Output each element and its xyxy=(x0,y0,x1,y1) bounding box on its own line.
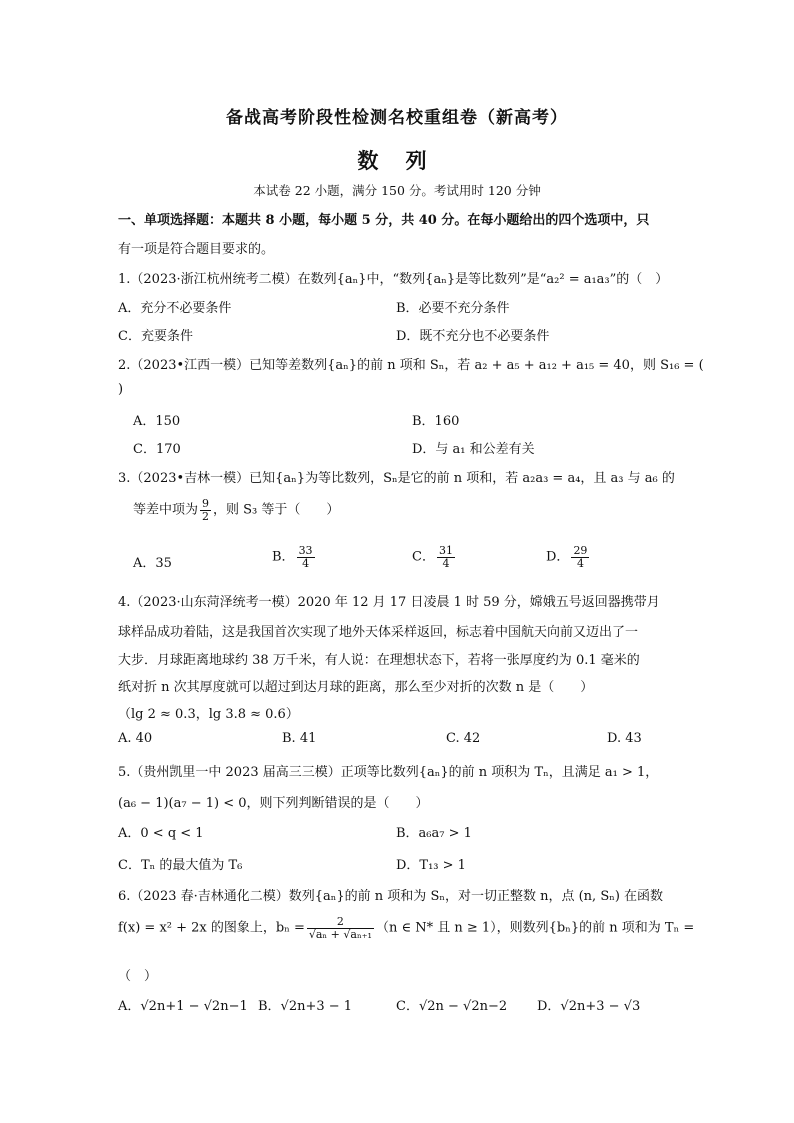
q5-option-d: D．T₁₃ > 1 xyxy=(396,858,466,873)
q6-option-a: A．√2n+1 − √2n−1 xyxy=(118,999,248,1014)
q3-option-d-fraction xyxy=(571,545,589,569)
q4-line4: 纸对折 n 次其厚度就可以超过到达月球的距离，那么至少对折的次数 n 是（ ） xyxy=(118,680,594,695)
q1-stem: 1.（2023·浙江杭州统考二模）在数列{aₙ}中，“数列{aₙ}是等比数列”是“a₂² = a₁a₃”的（ ） xyxy=(118,272,669,287)
q6-option-d: D．√2n+3 − √3 xyxy=(537,999,641,1014)
q3-option-c-fraction xyxy=(437,545,455,569)
q4-option-c: C. 42 xyxy=(446,731,481,746)
q3-option-b-den: 4 xyxy=(297,557,315,570)
q4-line2: 球样品成功着陆，这是我国首次实现了地外天体采样返回，标志着中国航天向前又迈出了一 xyxy=(118,625,639,640)
q3-option-c xyxy=(412,545,457,569)
q6-fraction-num: 2 xyxy=(336,915,344,928)
q3-option-b-fraction xyxy=(297,545,315,569)
q3-fraction-num: 9 xyxy=(202,497,210,510)
q2-option-a: A．150 xyxy=(133,414,181,429)
q2-option-d: D．与 a₁ 和公差有关 xyxy=(412,442,535,457)
section-heading-line1: 一、单项选择题：本题共 8 小题，每小题 5 分，共 40 分。在每小题给出的四个选项中，只 xyxy=(118,213,650,228)
q3-option-c-label: C． xyxy=(412,549,435,565)
q5-option-c: C．Tₙ 的最大值为 T₆ xyxy=(118,858,243,873)
q5-line2: (a₆ − 1)(a₇ − 1) < 0，则下列判断错误的是（ ） xyxy=(118,796,429,811)
q3-stem-pre: 等差中项为 xyxy=(133,502,199,518)
q6-line2-post: （n ∈ N* 且 n ≥ 1），则数列{bₙ}的前 n 项和为 Tₙ = xyxy=(375,920,695,936)
q4-line1: 4.（2023·山东菏泽统考一模）2020 年 12 月 17 日凌晨 1 时 59 分，嫦娥五号返回器携带月 xyxy=(118,595,660,610)
q2-stem-line1: 2.（2023•江西一模）已知等差数列{aₙ}的前 n 项和 Sₙ，若 a₂ + a₅ + a₁₂ + a₁₅ = 40，则 S₁₆ = ( xyxy=(118,358,704,373)
q4-line5: （lg 2 ≈ 0.3，lg 3.8 ≈ 0.6） xyxy=(118,707,299,722)
q3-option-b-label: B． xyxy=(272,549,295,565)
q3-option-d-num: 29 xyxy=(573,544,588,557)
q3-option-d-label: D． xyxy=(546,549,570,565)
q6-option-b: B．√2n+3 − 1 xyxy=(258,999,353,1014)
q5-option-b: B．a₆a₇ > 1 xyxy=(396,826,472,841)
q2-option-b: B．160 xyxy=(412,414,460,429)
q4-line3: 大步．月球距离地球约 38 万千米，有人说：在理想状态下，若将一张厚度约为 0.1 毫米的 xyxy=(118,653,640,668)
q3-option-a: A．35 xyxy=(133,556,172,571)
exam-title: 备战高考阶段性检测名校重组卷（新高考） xyxy=(226,108,568,128)
q6-line2-pre: f(x) = x² + 2x 的图象上，bₙ = xyxy=(118,920,305,936)
exam-info: 本试卷 22 小题，满分 150 分。考试用时 120 分钟 xyxy=(253,183,541,198)
q3-option-b-num: 33 xyxy=(298,544,313,557)
q6-option-c: C．√2n − √2n−2 xyxy=(396,999,508,1014)
subject-title: 数 列 xyxy=(357,148,437,173)
q6-fraction-den: √aₙ + √aₙ₊₁ xyxy=(308,927,372,941)
section-heading-line2: 有一项是符合题目要求的。 xyxy=(118,242,275,257)
q3-stem-line1: 3.（2023•吉林一模）已知{aₙ}为等比数列，Sₙ是它的前 n 项和，若 a₂a₃ = a₄，且 a₃ 与 a₆ 的 xyxy=(118,471,675,486)
q4-option-b: B. 41 xyxy=(282,731,317,746)
q2-stem-line2: ) xyxy=(118,382,124,397)
q3-stem-line2 xyxy=(133,498,339,522)
q3-option-c-den: 4 xyxy=(437,557,455,570)
q6-line3: （ ） xyxy=(118,969,158,984)
q5-line1: 5.（贵州凯里一中 2023 届高三三模）正项等比数列{aₙ}的前 n 项积为 Tₙ，且满足 a₁ > 1， xyxy=(118,765,659,780)
q3-option-d xyxy=(546,545,591,569)
q2-option-c: C．170 xyxy=(133,442,181,457)
q3-fraction xyxy=(200,498,211,522)
q1-option-c: C．充要条件 xyxy=(118,329,193,344)
q3-fraction-den: 2 xyxy=(202,509,210,523)
q3-option-b xyxy=(272,545,317,569)
q4-option-a: A. 40 xyxy=(118,731,153,746)
q6-line1: 6.（2023 春·吉林通化二模）数列{aₙ}的前 n 项和为 Sₙ，对一切正整数 n，点 (n, Sₙ) 在函数 xyxy=(118,889,664,904)
q6-line2 xyxy=(118,916,694,940)
q5-option-a: A．0 < q < 1 xyxy=(118,826,204,841)
q4-option-d: D. 43 xyxy=(607,731,642,746)
q1-option-b: B．必要不充分条件 xyxy=(396,301,510,316)
q3-option-c-num: 31 xyxy=(438,544,453,557)
q1-option-d: D．既不充分也不必要条件 xyxy=(396,329,550,344)
q3-option-d-den: 4 xyxy=(571,557,589,570)
q6-fraction xyxy=(307,916,374,940)
q1-option-a: A．充分不必要条件 xyxy=(118,301,232,316)
q3-stem-post: ，则 S₃ 等于（ ） xyxy=(213,502,340,518)
